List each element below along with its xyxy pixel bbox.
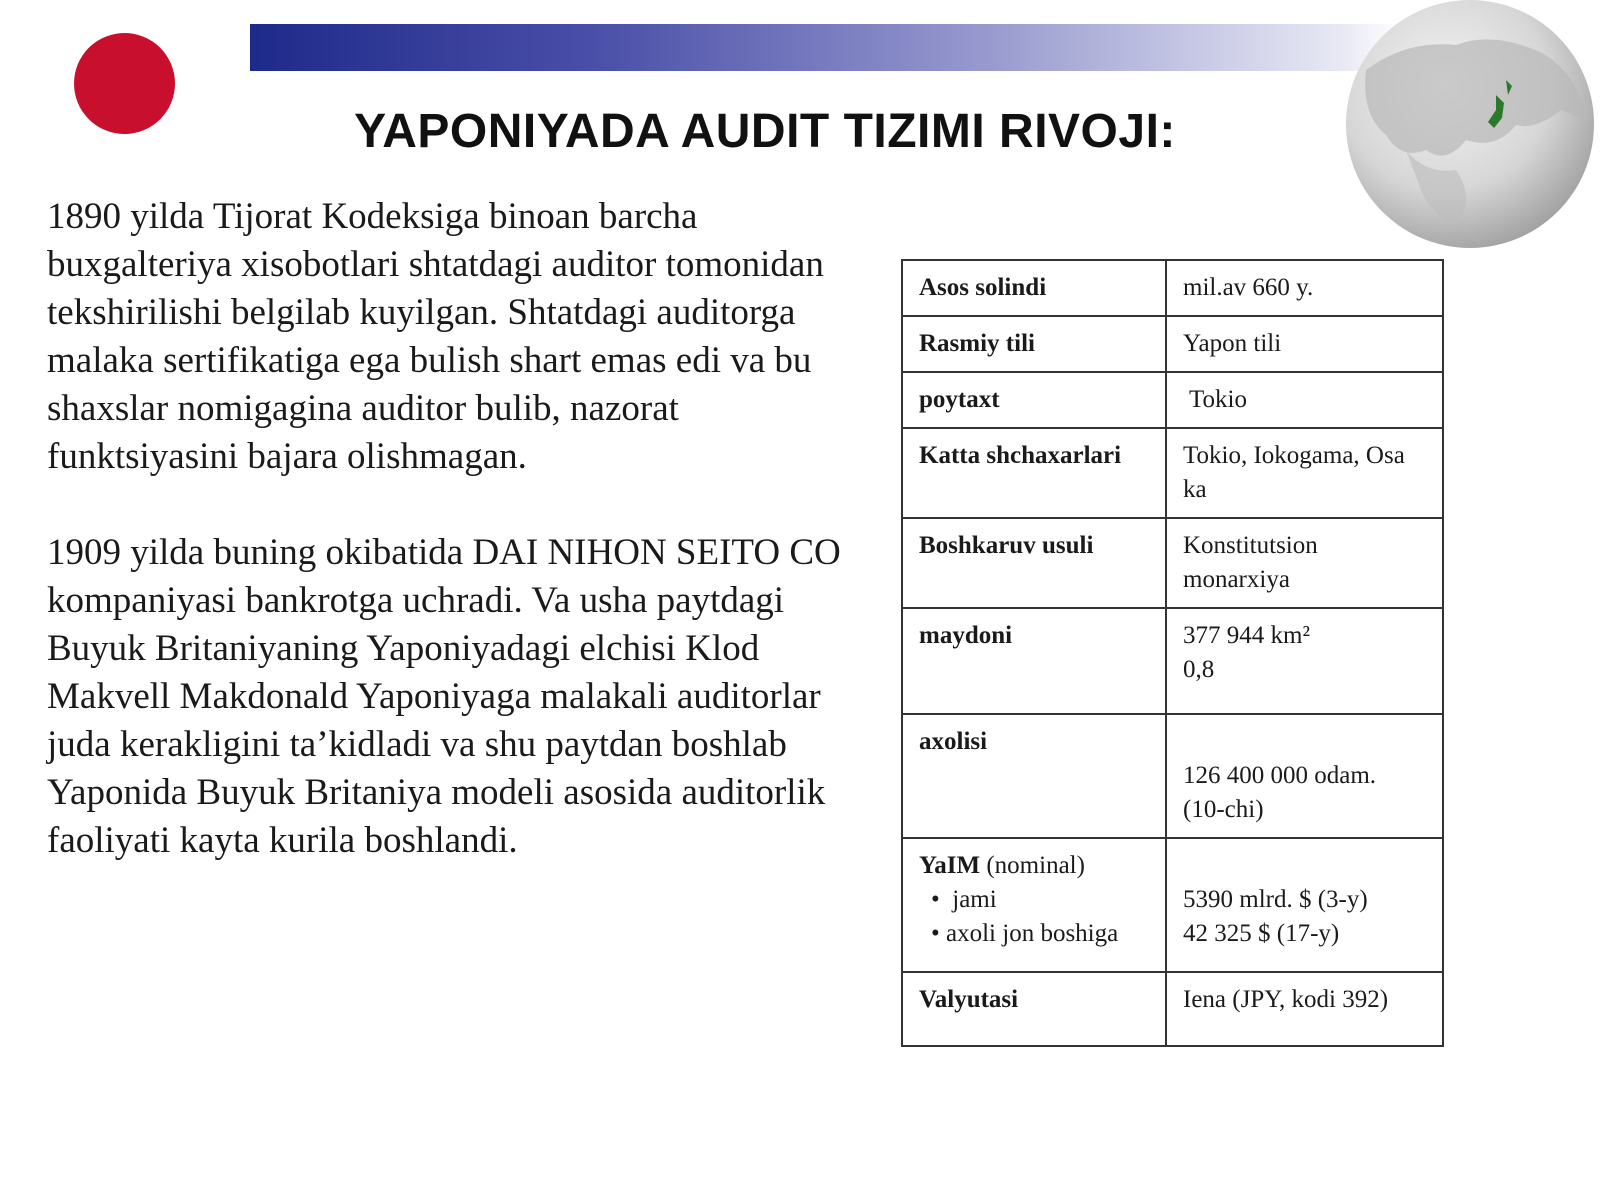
row-key: poytaxt (902, 372, 1166, 428)
row-key (902, 838, 1166, 972)
japan-flag-circle-icon (74, 33, 175, 134)
globe-icon (1346, 0, 1600, 252)
page-title: YAPONIYADA AUDIT TIZIMI RIVOJI: (354, 105, 1176, 158)
row-value (1166, 838, 1443, 972)
population-rank: (10-chi) (1183, 796, 1264, 823)
japan-facts-table (901, 259, 1444, 1047)
paragraph-1909: 1909 yilda buning okibatida DAI NIHON SEITO CO kompaniyasi bankrotga uchradi. Va usha paytdagi Buyuk Britaniyaning Yaponiyadagi elchisi Klod Makvell Makdonald Yaponiyaga malakali auditorlar juda kerakligini ta’kidladi va shu paytdan boshlab Yaponida Buyuk Britaniya modeli asosida auditorlik faoliyati kayta kurila boshlandi. (47, 532, 841, 861)
row-value (1166, 714, 1443, 838)
row-value: Konstitutsion monarxiya (1166, 518, 1443, 608)
row-key: Valyutasi (902, 972, 1166, 1046)
row-value: Iena (JPY, kodi 392) (1166, 972, 1443, 1046)
body-text (47, 193, 847, 913)
gdp-percapita-value: 42 325 $ (17-y) (1183, 920, 1340, 947)
gdp-sub-percapita-label: axoli jon boshiga (946, 920, 1119, 947)
row-value: Tokio (1166, 372, 1443, 428)
population-value: 126 400 000 odam. (1183, 762, 1377, 789)
gdp-key: YaIM (919, 852, 981, 879)
table-row (902, 838, 1443, 972)
table-row (902, 316, 1443, 372)
table-row (902, 518, 1443, 608)
row-key: maydoni (902, 608, 1166, 714)
gdp-sub-percapita: • axoli jon boshiga (931, 920, 1119, 947)
row-key: Asos solindi (902, 260, 1166, 316)
gdp-sub-total-label: jami (952, 886, 997, 913)
table-row (902, 428, 1443, 518)
header-gradient-bar (250, 24, 1400, 71)
row-value: mil.av 660 y. (1166, 260, 1443, 316)
gdp-key-suffix: (nominal) (986, 852, 1085, 879)
row-key: Boshkaruv usuli (902, 518, 1166, 608)
row-key: Rasmiy tili (902, 316, 1166, 372)
row-key: Katta shchaxarlari (902, 428, 1166, 518)
table-row (902, 972, 1443, 1046)
table-row (902, 372, 1443, 428)
paragraph-1890: 1890 yilda Tijorat Kodeksiga binoan barcha buxgalteriya xisobotlari shtatdagi auditor tomonidan tekshirilishi belgilab kuyilgan. Shtatdagi auditorga malaka sertifikatiga ega bulish shart emas edi va bu shaxslar nomigagina auditor bulib, nazorat funktsiyasini bajara olishmagan. (47, 196, 824, 477)
area-ratio: 0,8 (1183, 656, 1215, 683)
table-row (902, 608, 1443, 714)
gdp-sub-total: • jami (931, 886, 997, 913)
row-value: Yapon tili (1166, 316, 1443, 372)
gdp-total-value: 5390 mlrd. $ (3-y) (1183, 886, 1368, 913)
table-row (902, 714, 1443, 838)
row-value: Tokio, Iokogama, Osa ka (1166, 428, 1443, 518)
area-value: 377 944 km² (1183, 622, 1310, 649)
row-key: axolisi (902, 714, 1166, 838)
row-value (1166, 608, 1443, 714)
table-row (902, 260, 1443, 316)
